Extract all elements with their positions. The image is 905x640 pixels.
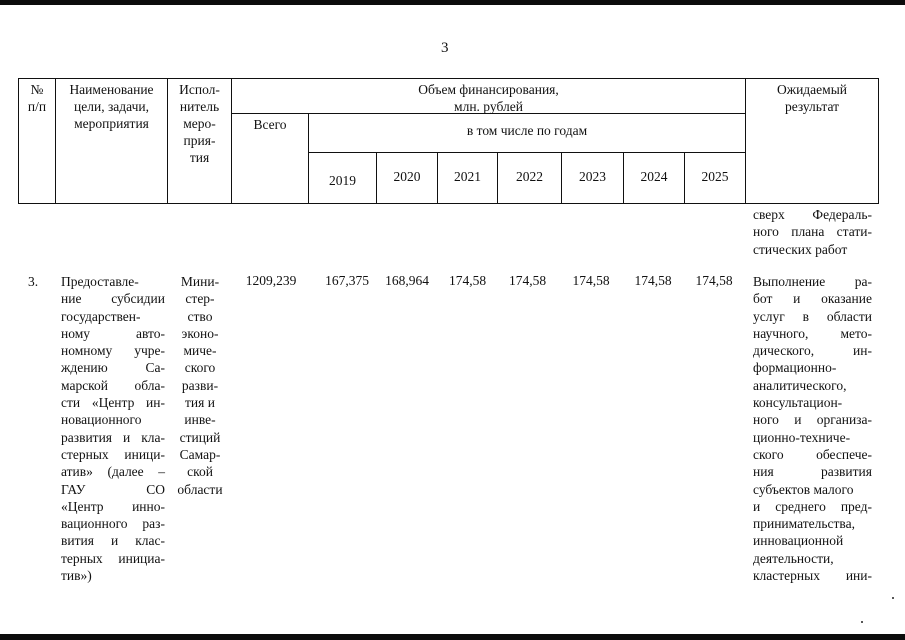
header-executor: Испол- нитель меро- прия- тия: [179, 82, 220, 165]
header-total: Всего: [253, 117, 287, 132]
scan-speck: [861, 621, 863, 623]
row-result: Выполнение ра- бот и оказание услуг в области научного, мето- дического, ин- формационно- аналитического, консультацион- ного и организа- ционно-техниче- ского обеспече- ния развития субъектов малого и среднего пред- принимательства, инновационной деятельности, кластерных ини-: [753, 274, 872, 584]
header-year-2021: 2021: [454, 169, 481, 184]
row-year-2023: 174,58: [572, 273, 610, 288]
row-year-2021: 174,58: [448, 273, 487, 288]
header-result: Ожидаемый результат: [777, 82, 847, 114]
header-year-2020: 2020: [393, 169, 421, 184]
header-year-2022: 2022: [516, 169, 543, 184]
row-name: Предоставле- ние субсидии государствен- ному авто- номному учре- ждению Са- марской обла- сти «Центр ин- новационного развития и кла- стерных иници- атив» (далее – ГАУ СО «Центр инно- вационного раз- вития и клас- терных инициа- тив»): [61, 274, 165, 584]
header-funding: Объем финансирования, млн. рублей: [418, 82, 559, 114]
col-line-end: [878, 78, 879, 204]
row-year-2020: 168,964: [385, 273, 429, 288]
scan-speck: [892, 597, 894, 599]
header-year-2024: 2024: [640, 169, 668, 184]
row-total: 1209,239: [245, 273, 297, 288]
years-header-rule: [308, 152, 745, 153]
header-bottom-rule: [18, 203, 879, 204]
scan-border-top: [0, 0, 905, 5]
page-number: 3: [441, 40, 449, 56]
row-executor: Мини- стер- ство эконо- миче- ского разви- тия и инве- стиций Самар- ской области: [177, 274, 223, 497]
scan-border-bottom: [0, 634, 905, 640]
row-number: 3.: [28, 274, 39, 289]
header-number: № п/п: [27, 82, 47, 114]
table-top-rule: [18, 78, 879, 79]
header-name: Наименование цели, задачи, мероприятия: [69, 82, 154, 131]
header-year-2023: 2023: [579, 169, 606, 184]
header-year-2019: 2019: [329, 173, 356, 188]
row-year-2025: 174,58: [695, 273, 733, 288]
header-year-2025: 2025: [701, 169, 729, 184]
row-year-2024: 174,58: [634, 273, 672, 288]
continued-result-text: сверх Федераль- ного плана стати- стических работ: [753, 207, 872, 257]
row-year-2022: 174,58: [508, 273, 547, 288]
header-by-years: в том числе по годам: [466, 123, 588, 138]
row-year-2019: 167,375: [325, 273, 369, 288]
